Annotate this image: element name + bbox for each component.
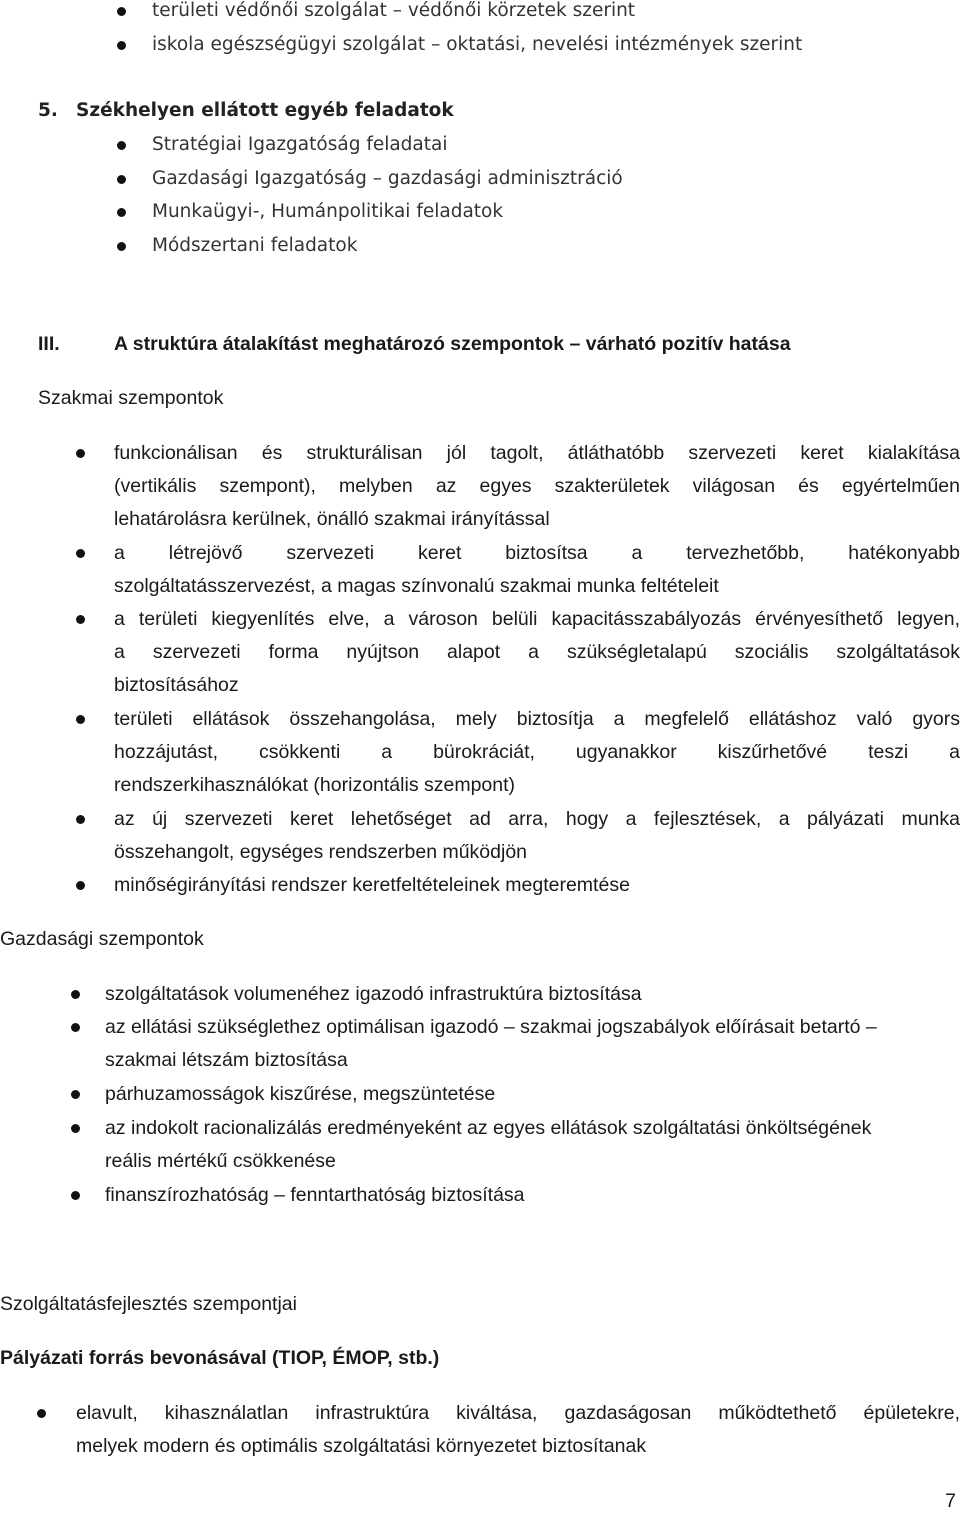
list-item: Stratégiai Igazgatóság feladatai	[152, 134, 448, 155]
list-item-line: minőségirányítási rendszer keretfeltételeinek megteremtése	[114, 874, 630, 896]
bullet	[71, 1023, 80, 1032]
list-item-line: szolgáltatások volumenéhez igazodó infrastruktúra biztosítása	[105, 983, 642, 1005]
section-title: Székhelyen ellátott egyéb feladatok	[76, 100, 454, 121]
bullet	[76, 615, 85, 624]
list-item-line: (vertikális szempont), melyben az egyes szakterületek világosan és egyértelműen	[114, 475, 960, 497]
bullet	[117, 7, 126, 16]
list-item-line: a létrejövő szervezeti keret biztosítsa a tervezhetőbb, hatékonyabb	[114, 542, 960, 564]
bullet	[76, 549, 85, 558]
list-item-line: összehangolt, egységes rendszerben működjön	[114, 841, 528, 863]
list-item-line: szolgáltatásszervezést, a magas színvonalú szakmai munka feltételeit	[114, 575, 719, 597]
bullet	[76, 715, 85, 724]
bullet	[71, 990, 80, 999]
subsection-heading: Szakmai szempontok	[38, 387, 224, 409]
list-item-line: lehatárolásra kerülnek, önálló szakmai irányítással	[114, 508, 550, 530]
list-item-line: rendszerkihasználókat (horizontális szempont)	[114, 774, 516, 796]
list-item-line: melyek modern és optimális szolgáltatási környezetet biztosítanak	[76, 1435, 647, 1457]
list-item-line: az indokolt racionalizálás eredményeként az egyes ellátások szolgáltatási önköltségének	[105, 1117, 872, 1139]
bullet	[117, 41, 126, 50]
section-title: A struktúra átalakítást meghatározó szempontok – várható pozitív hatása	[114, 333, 791, 355]
list-item: Módszertani feladatok	[152, 235, 358, 256]
list-item-line: elavult, kihasználatlan infrastruktúra kiváltása, gazdaságosan működtethető épületekre,	[76, 1402, 960, 1424]
bullet	[76, 815, 85, 824]
list-item-line: párhuzamosságok kiszűrése, megszüntetése	[105, 1083, 496, 1105]
list-item: Munkaügyi-, Humánpolitikai feladatok	[152, 201, 504, 222]
list-item-line: finanszírozhatóság – fenntarthatóság biztosítása	[105, 1184, 525, 1206]
bullet	[117, 208, 126, 217]
list-item: iskola egészségügyi szolgálat – oktatási, nevelési intézmények szerint	[152, 34, 803, 55]
bullet	[71, 1090, 80, 1099]
bullet	[117, 242, 126, 251]
bullet	[76, 881, 85, 890]
list-item: Gazdasági Igazgatóság – gazdasági adminisztráció	[152, 168, 623, 189]
bullet	[76, 449, 85, 458]
list-item: területi védőnői szolgálat – védőnői körzetek szerint	[152, 0, 636, 21]
list-item-line: szakmai létszám biztosítása	[105, 1049, 348, 1071]
list-item-line: funkcionálisan és strukturálisan jól tagolt, átláthatóbb szervezeti keret kialakítása	[114, 442, 960, 464]
subsection-heading: Gazdasági szempontok	[0, 928, 204, 950]
bullet	[71, 1191, 80, 1200]
section-number: 5.	[38, 100, 58, 121]
bullet	[71, 1124, 80, 1133]
list-item-line: területi ellátások összehangolása, mely biztosítja a megfelelő ellátáshoz való gyors	[114, 708, 960, 730]
list-item-line: az ellátási szükséglethez optimálisan igazodó – szakmai jogszabályok előírásait betartó –	[105, 1016, 877, 1038]
subsection-heading: Szolgáltatásfejlesztés szempontjai	[0, 1293, 297, 1315]
page-number: 7	[945, 1490, 956, 1512]
section-number: III.	[38, 333, 60, 355]
bullet	[117, 141, 126, 150]
subsection-subheading: Pályázati forrás bevonásával (TIOP, ÉMOP, stb.)	[0, 1347, 440, 1369]
list-item-line: a területi kiegyenlítés elve, a városon belüli kapacitásszabályozás érvényesíthető legyen,	[114, 608, 960, 630]
list-item-line: az új szervezeti keret lehetőséget ad arra, hogy a fejlesztések, a pályázati munka	[114, 808, 960, 830]
list-item-line: a szervezeti forma nyújtson alapot a szükségletalapú szociális szolgáltatások	[114, 641, 960, 663]
bullet	[37, 1409, 46, 1418]
list-item-line: hozzájutást, csökkenti a bürokráciát, ugyanakkor kiszűrhetővé teszi a	[114, 741, 960, 763]
list-item-line: reális mértékű csökkenése	[105, 1150, 336, 1172]
list-item-line: biztosításához	[114, 674, 239, 696]
bullet	[117, 175, 126, 184]
